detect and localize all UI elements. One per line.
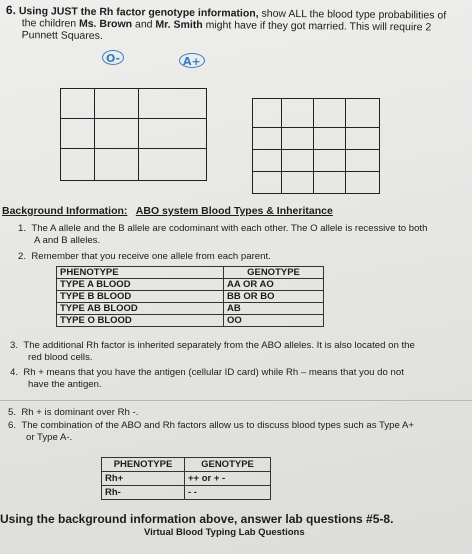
background-item-6: 6. The combination of the ABO and Rh factors allow us to discuss blood types such as Type A+ or Type A-. xyxy=(8,420,414,443)
punnett-square-left xyxy=(60,88,207,181)
name-ms-brown: Ms. Brown xyxy=(78,17,133,31)
question-text-2: the children xyxy=(21,17,80,30)
background-item-1: 1. The A allele and the B allele are codominant with each other. The O allele is recessive to both A and B alleles. xyxy=(18,223,428,246)
question-text-1: show ALL the blood type probabilities of xyxy=(258,7,447,22)
handwritten-brown: O- xyxy=(102,50,124,65)
table-row: TYPE AB BLOOD AB xyxy=(57,303,324,315)
background-heading xyxy=(2,205,333,217)
footer-subtitle: Virtual Blood Typing Lab Questions xyxy=(144,527,305,538)
abo-genotype-table xyxy=(56,266,324,327)
table-row: TYPE O BLOOD OO xyxy=(57,315,324,327)
question-text-5: Punnett Squares. xyxy=(21,29,103,43)
paper-edge xyxy=(0,400,472,401)
table-header-row: PHENOTYPE GENOTYPE xyxy=(102,458,271,472)
question-text-4: might have if they got married. This will require 2 xyxy=(202,19,432,34)
handwritten-smith: A+ xyxy=(179,53,205,68)
table-header-row: PHENOTYPE GENOTYPE xyxy=(57,267,324,279)
footer-instruction: Using the background information above, answer lab questions #5-8. xyxy=(0,512,394,526)
question-6 xyxy=(6,4,468,46)
background-item-2: 2. Remember that you receive one allele from each parent. xyxy=(18,251,271,262)
background-title: ABO system Blood Types & Inheritance xyxy=(135,205,333,217)
punnett-square-right xyxy=(252,98,380,194)
background-item-3: 3. The additional Rh factor is inherited separately from the ABO alleles. It is also located on the red blood cells. xyxy=(10,340,415,363)
table-row: TYPE A BLOOD AA OR AO xyxy=(57,279,324,291)
background-item-5: 5. Rh + is dominant over Rh -. xyxy=(8,407,139,418)
background-item-4: 4. Rh + means that you have the antigen (cellular ID card) while Rh – means that you do not have the antigen. xyxy=(10,367,404,390)
table-row: Rh+ ++ or + - xyxy=(102,472,271,486)
table-row: TYPE B BLOOD BB OR BO xyxy=(57,291,324,303)
name-mr-smith: Mr. Smith xyxy=(155,18,203,32)
question-text-3: and xyxy=(132,18,156,31)
question-lead: Using JUST the Rh factor genotype information, xyxy=(18,5,259,20)
rh-genotype-table xyxy=(101,457,271,500)
question-number: 6. xyxy=(5,3,17,18)
background-label: Background Information: xyxy=(2,205,128,217)
table-row: Rh- - - xyxy=(102,486,271,500)
